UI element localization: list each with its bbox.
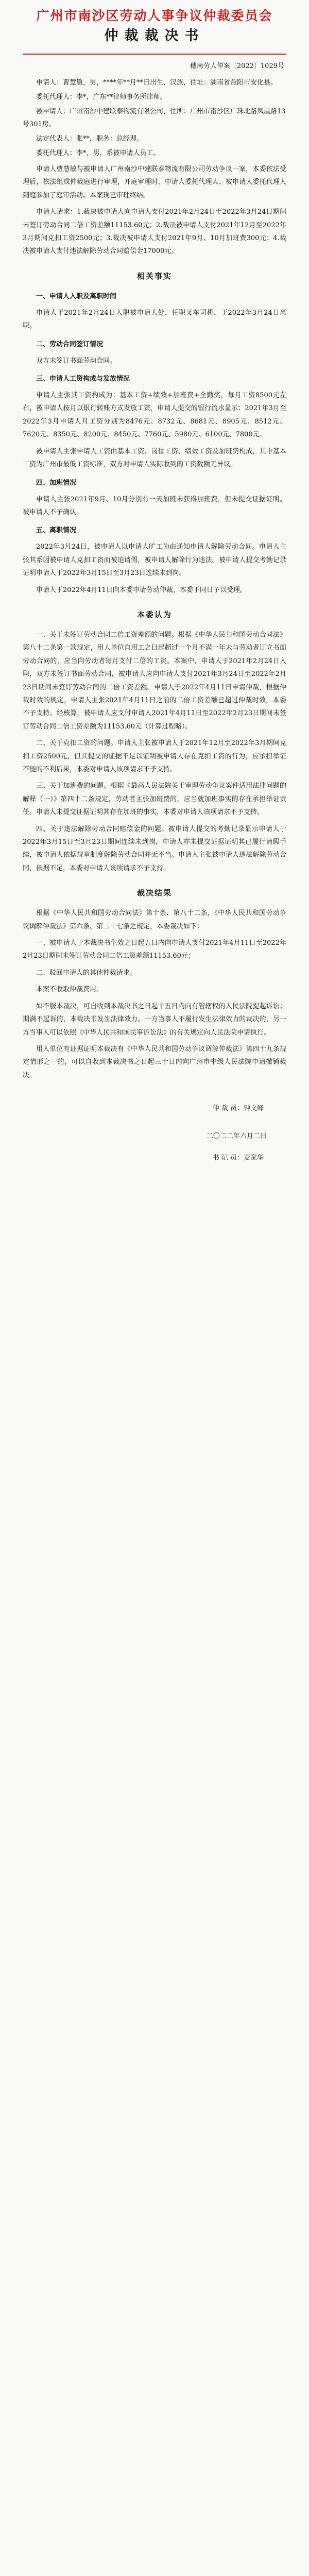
award-paragraph: 二、驳回申请人的其他仲裁请求。 [36, 969, 137, 977]
facts-subheading: 五、离职情况 [36, 527, 77, 535]
award-paragraph: 如不服本裁决，可自收到本裁决书之日起十五日内向有管辖权的人民法院提起诉讼；期满不起诉的，本裁决书发生法律效力。一方当事人不履行发生法律效力的裁决的，另一方当事人可以依照《中华人民共和国民事诉讼法》的有关规定向人民法院申请执行。 [23, 1002, 286, 1037]
red-divider [23, 54, 286, 55]
intro-paragraph: 申请人曹慧敏与被申请人广州南沙中建联泰物流有限公司劳动争议一案，本委依法受理后，依法组成仲裁庭进行审理，开庭审理时，申请人委托代理人、被申请人委托代理人到庭参加了庭审活动。本案现已审理终结。 [23, 165, 286, 199]
opinion-paragraph: 一、关于未签订劳动合同二倍工资差额的问题。根据《中华人民共和国劳动合同法》第八十二条第一款规定，用人单位自用工之日起超过一个月不满一年未与劳动者订立书面劳动合同的，应当向劳动者每月支付二倍的工资。本案中，申请人于2021年2月24日入职，双方未签订书面劳动合同，被申请人应向申请人支付2021年3月24日至2022年2月23日期间未签订劳动合同的二倍工资差额。申请人于2022年4月11日申请仲裁，根据仲裁时效的规定，申请人主张2021年4月11日之前的二倍工资差额已超过仲裁时效，本委不予支持。经核算，被申请人应支付申请人2021年4月11日至2022年2月23日期间未签订劳动合同二倍工资差额为11153.60元（计算过程略）。 [23, 631, 286, 731]
facts-paragraph: 申请人主张其工资构成为：基本工资+绩效+加班费+全勤奖，每月工资8500元左右，被申请人按月以银行转账方式发放工资，申请人提交的银行流水显示：2021年3月至2022年3月申请人月工资分别为8476元、8732元、8681元、8905元、8512元、7620元、8350元、8200元、8450元、7760元、5980元、6100元、7800元。 [23, 392, 286, 439]
arbitrator-signature: 仲 裁 员：钟文峰 [212, 1105, 264, 1113]
document-header [23, 7, 286, 73]
facts-section [23, 290, 286, 597]
intro-paragraph: 申请人请求：1.裁决被申请人向申请人支付2021年2月24日至2022年3月24日期间未签订劳动合同二倍工资差额11153.60元；2.裁决被申请人支付2021年12月至2022年3月期间克扣工资2500元；3.裁决被申请人支付2021年9月、10月加班费300元；4.裁决被申请人支付违法解除劳动合同赔偿金17000元。 [23, 208, 286, 256]
opinion-section [23, 629, 286, 875]
section-heading-award: 裁决结果 [136, 888, 172, 898]
signature-block [23, 1100, 286, 1166]
award-section [23, 907, 286, 1082]
document-type-title: 仲裁裁决书 [104, 28, 205, 44]
facts-paragraph: 2022年3月24日，被申请人以申请人旷工为由通知申请人解除劳动合同。申请人主张其系因被申请人克扣工资而被迫请假，被申请人解除行为违法。被申请人提交考勤记录证明申请人于2022年3月15日至3月23日连续未到岗。 [23, 543, 286, 578]
award-paragraph: 本案不收取仲裁费用。 [36, 986, 104, 994]
case-number: 穗南劳人仲案〔2022〕1029号 [190, 62, 284, 70]
facts-paragraph: 双方未签订书面劳动合同。 [36, 357, 117, 365]
party-line: 申请人：曹慧敏，男，****年**月**日出生，汉族，住址：湖南省益阳市安化县。 [36, 79, 278, 87]
facts-paragraph: 申请人于2021年2月24日入职被申请人处，任职叉车司机，于2022年3月24日离职。 [23, 309, 286, 330]
opinion-paragraph: 二、关于克扣工资的问题。申请人主张被申请人于2021年12月至2022年3月期间克扣工资2500元，但其提交的证据不足以证明被申请人存在克扣工资的行为，应承担举证不能的不利后果，本委对申请人该项请求不予支持。 [23, 739, 286, 773]
facts-subheading: 三、申请人工资构成与发放情况 [36, 375, 130, 383]
party-line: 被申请人：广州南沙中建联泰物流有限公司，住所：广州市南沙区广珠北路凤凰路13号301房。 [23, 108, 286, 128]
section-heading-opinion: 本委认为 [136, 609, 172, 619]
facts-paragraph: 申请人于2022年4月11日向本委申请劳动仲裁，本委于同日予以受理。 [36, 586, 247, 594]
parties-block [23, 76, 286, 160]
party-line: 法定代表人：张**，职务：总经理。 [36, 135, 144, 143]
facts-paragraph: 申请人主张2021年9月、10月分别有一天加班未获得加班费，但未提交证据证明。被申请人不予确认。 [23, 495, 286, 516]
opinion-paragraph: 四、关于违法解除劳动合同赔偿金的问题。被申请人提交的考勤记录显示申请人于2022年3月15日至3月23日期间连续未到岗，申请人亦未提交证据证明其已履行请假手续，被申请人依据规章制度解除劳动合同并无不当。申请人主张被申请人违法解除劳动合同，依据不足，本委对申请人该项请求不予支持。 [23, 825, 286, 872]
facts-paragraph: 被申请人主张申请人工资由基本工资、岗位工资、绩效工资及加班费构成，其中基本工资为广州市最低工资标准，双方对申请人实际收到的工资数额无异议。 [23, 447, 286, 469]
facts-subheading: 二、劳动合同签订情况 [36, 340, 104, 348]
opinion-paragraph: 三、关于加班费的问题。根据《最高人民法院关于审理劳动争议案件适用法律问题的解释（一）》第四十二条规定，劳动者主张加班费的，应当就加班事实的存在承担举证责任。申请人未提交证据证明其存在加班的事实，本委对申请人该项请求不予支持。 [23, 782, 286, 817]
award-paragraph: 一、被申请人于本裁决书生效之日起五日内向申请人支付2021年4月11日至2022年2月23日期间未签订劳动合同二倍工资差额11153.60元； [23, 939, 286, 960]
award-date: 二〇二二年六月二日 [206, 1132, 267, 1141]
party-line: 委托代理人：李*，男，系被申请人员工。 [36, 149, 160, 157]
facts-subheading: 四、加班情况 [36, 479, 77, 487]
party-line: 委托代理人：李*，广东**律师事务所律师。 [36, 93, 167, 101]
award-paragraph: 用人单位有证据证明本裁决有《中华人民共和国劳动争议调解仲裁法》第四十九条规定情形之一的，可以自收到本裁决书之日起三十日内向广州市中级人民法院申请撤销裁决。 [23, 1045, 286, 1079]
section-heading-facts: 相关事实 [136, 271, 172, 281]
organization-title: 广州市南沙区劳动人事争议仲裁委员会 [36, 8, 273, 23]
intro-section [23, 163, 286, 258]
award-paragraph: 根据《中华人民共和国劳动合同法》第十条、第八十二条，《中华人民共和国劳动争议调解仲裁法》第六条、第二十七条之规定，本委裁决如下： [23, 909, 286, 930]
clerk-signature: 书 记 员：麦家华 [212, 1154, 264, 1162]
facts-subheading: 一、申请人入职及离职时间 [36, 292, 117, 300]
